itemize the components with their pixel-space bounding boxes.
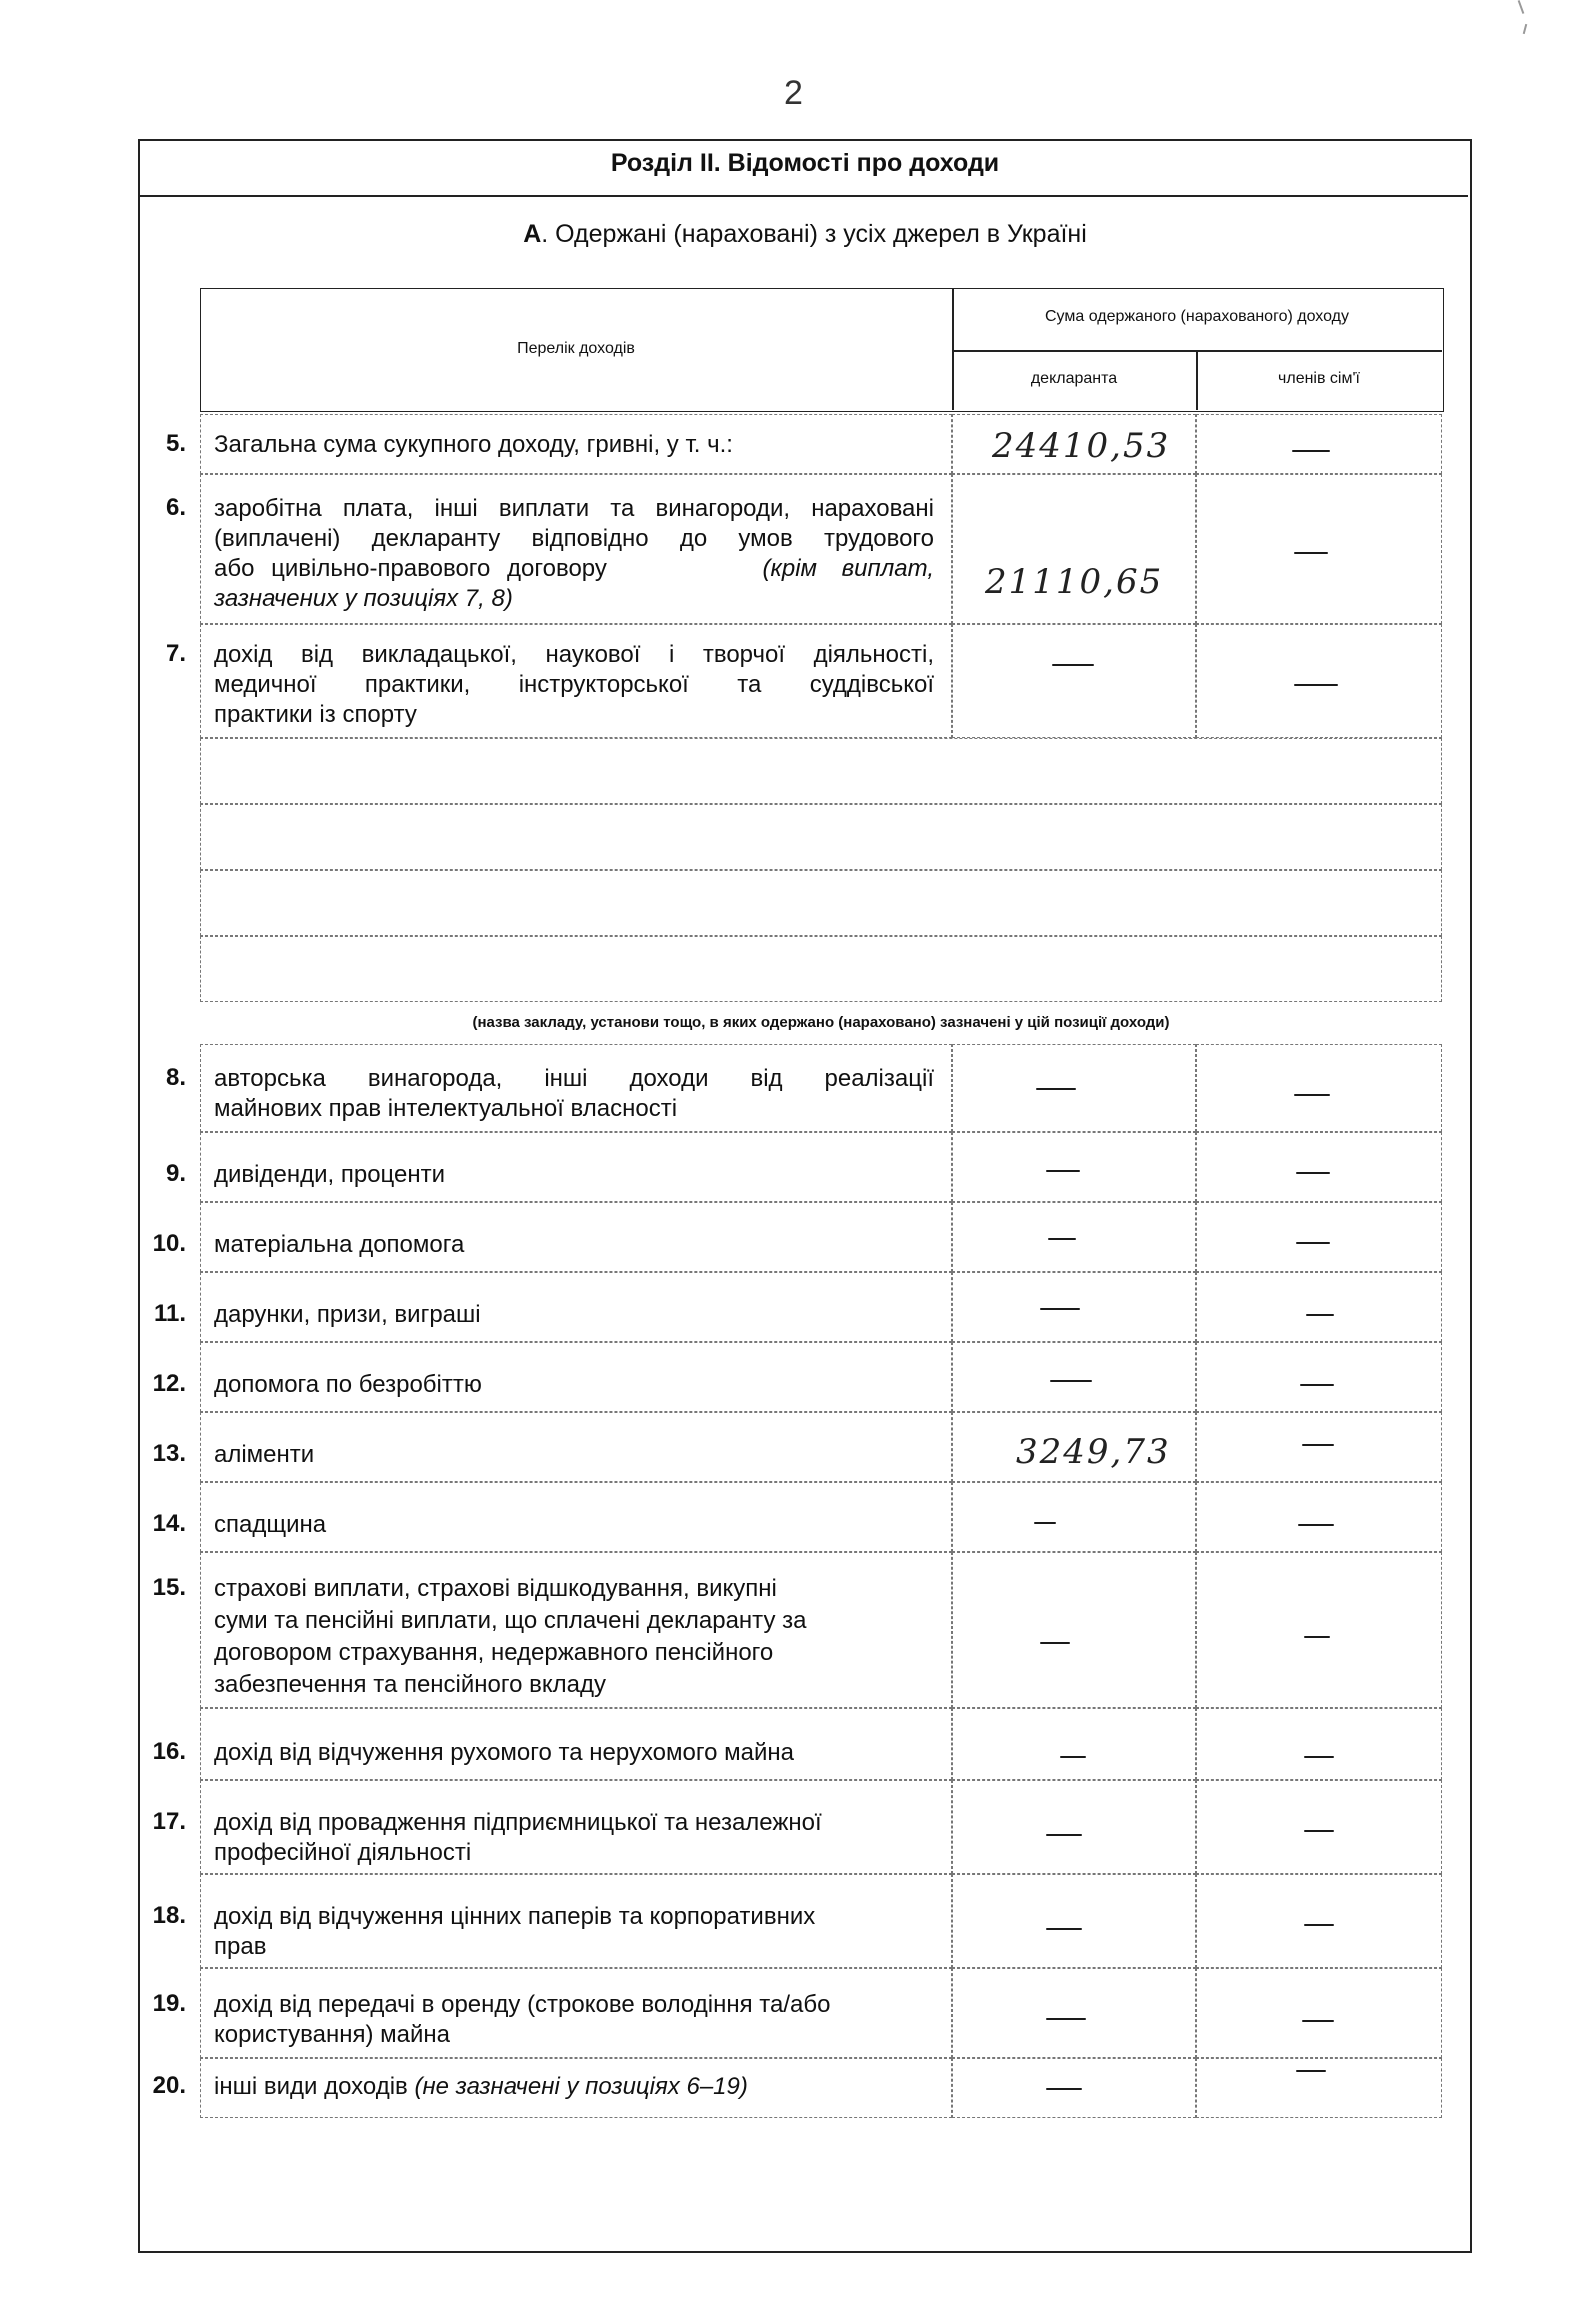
row-8-family-cell xyxy=(1196,1044,1442,1132)
row-16-family-dash xyxy=(1304,1756,1334,1758)
row-10-declarant-dash xyxy=(1048,1238,1076,1240)
row-10-family-cell xyxy=(1196,1202,1442,1272)
row-10-text: матеріальна допомога xyxy=(214,1231,465,1258)
row-10-declarant-cell xyxy=(952,1202,1196,1272)
row-6-line: (виплачені) декларанту відповідно до умов трудового xyxy=(214,525,934,552)
row-9-text: дивіденди, проценти xyxy=(214,1161,446,1188)
row-5-declarant-value: 24410,53 xyxy=(992,426,1171,466)
row-14-family-dash xyxy=(1298,1524,1334,1526)
row-17-declarant-dash xyxy=(1046,1834,1082,1836)
row-18-family-dash xyxy=(1304,1924,1334,1926)
row-19-line: дохід від передачі в оренду (строкове володіння та/або xyxy=(214,1991,831,2018)
row-6-line: зазначених у позиціях 7, 8) xyxy=(214,585,513,612)
row-8-declarant-dash xyxy=(1036,1088,1076,1090)
row-7-declarant-cell xyxy=(952,624,1196,738)
row-14-family-cell xyxy=(1196,1482,1442,1552)
row-13-declarant-value: 3249,73 xyxy=(1016,1432,1171,1472)
row-11-family-cell xyxy=(1196,1272,1442,1342)
row-13-family-cell xyxy=(1196,1412,1442,1482)
row-9-family-dash xyxy=(1296,1172,1330,1174)
row-6-declarant-value: 21110,65 xyxy=(985,562,1164,602)
row-6-line: заробітна плата, інші виплати та винагороди, нараховані xyxy=(214,495,934,522)
row-19-line: користування) майна xyxy=(214,2021,450,2048)
row-18-line: дохід від відчуження цінних паперів та корпоративних xyxy=(214,1903,816,1930)
row-number: 7. xyxy=(165,640,186,667)
institution-name-line[interactable] xyxy=(200,738,1442,804)
row-7-line: медичної практики, інструкторської та суддівської xyxy=(214,671,934,698)
row-20-text-italic: (не зазначені у позиціях 6–19) xyxy=(414,2073,748,2100)
scan-mark xyxy=(1518,0,1525,14)
row-12-declarant-cell xyxy=(952,1342,1196,1412)
row-15-line: забезпечення та пенсійного вкладу xyxy=(214,1671,607,1698)
row-8-line: авторська винагорода, інші доходи від реалізації xyxy=(214,1065,934,1092)
row-12-family-dash xyxy=(1300,1384,1334,1386)
row-15-declarant-cell xyxy=(952,1552,1196,1708)
row-7-family-dash xyxy=(1294,684,1338,686)
row-17-line: дохід від провадження підприємницької та незалежної xyxy=(214,1809,822,1836)
row-7-line: дохід від викладацької, наукової і творчої діяльності, xyxy=(214,641,934,668)
row-15-line: суми та пенсійні виплати, що сплачені декларанту за xyxy=(214,1607,807,1634)
row-15-line: страхові виплати, страхові відшкодування, викупні xyxy=(214,1575,777,1602)
income-sum-header: Сума одержаного (нарахованого) доходу xyxy=(1044,308,1349,325)
subsection-text: . Одержані (нараховані) з усіх джерел в Україні xyxy=(541,220,1087,248)
row-number: 6. xyxy=(165,494,186,521)
row-number: 13. xyxy=(152,1440,186,1467)
row-11-declarant-dash xyxy=(1040,1308,1080,1310)
income-list-header: Перелік доходів xyxy=(517,340,635,357)
row-15-family-cell xyxy=(1196,1552,1442,1708)
row-7-declarant-dash xyxy=(1052,664,1094,666)
row-5-family-dash xyxy=(1292,450,1330,452)
row-11-declarant-cell xyxy=(952,1272,1196,1342)
row-7-family-cell xyxy=(1196,624,1442,738)
page-number: 2 xyxy=(784,74,803,112)
row-5-text: Загальна сума сукупного доходу, гривні, у т. ч.: xyxy=(214,431,733,458)
row-number: 17. xyxy=(152,1808,186,1835)
institution-name-line[interactable] xyxy=(200,870,1442,936)
row-17-declarant-cell xyxy=(952,1780,1196,1874)
row-6-line xyxy=(214,554,934,584)
row-number: 8. xyxy=(165,1064,186,1091)
row-15-declarant-dash xyxy=(1040,1642,1070,1644)
row-10-family-dash xyxy=(1296,1242,1330,1244)
row-6-family-cell xyxy=(1196,474,1442,624)
row-17-family-dash xyxy=(1304,1830,1334,1832)
row-16-declarant-cell xyxy=(952,1708,1196,1780)
family-header: членів сім'ї xyxy=(1278,370,1360,387)
row-18-line: прав xyxy=(214,1933,267,1960)
row-19-declarant-cell xyxy=(952,1968,1196,2058)
row-number: 19. xyxy=(152,1990,186,2017)
row-9-declarant-cell xyxy=(952,1132,1196,1202)
row-14-text: спадщина xyxy=(214,1511,327,1538)
row-12-text: допомога по безробіттю xyxy=(214,1371,482,1398)
row-9-family-cell xyxy=(1196,1132,1442,1202)
row-number: 15. xyxy=(152,1574,186,1601)
row-12-declarant-dash xyxy=(1050,1380,1092,1382)
section-title: Розділ ІІ. Відомості про доходи xyxy=(610,149,1000,177)
row-number: 20. xyxy=(152,2072,186,2099)
row-17-family-cell xyxy=(1196,1780,1442,1874)
row-20-text xyxy=(214,2072,748,2102)
row-16-family-cell xyxy=(1196,1708,1442,1780)
row-8-line: майнових прав інтелектуальної власності xyxy=(214,1095,678,1122)
row-19-family-dash xyxy=(1302,2020,1334,2022)
institution-note: (назва закладу, установи тощо, в яких одержано (нараховано) зазначені у цій позиції доходи) xyxy=(472,1014,1170,1031)
row-number: 9. xyxy=(165,1160,186,1187)
row-20-declarant-dash xyxy=(1046,2088,1082,2090)
institution-name-line[interactable] xyxy=(200,936,1442,1002)
row-16-text: дохід від відчуження рухомого та нерухомого майна xyxy=(214,1739,794,1766)
scan-mark xyxy=(1523,24,1528,34)
subsection-title xyxy=(138,220,1472,249)
subsection-letter: А xyxy=(523,220,542,248)
row-19-family-cell xyxy=(1196,1968,1442,2058)
institution-name-line[interactable] xyxy=(200,804,1442,870)
row-5-family-cell xyxy=(1196,414,1442,474)
header-divider-vertical xyxy=(952,288,954,410)
row-number: 18. xyxy=(152,1902,186,1929)
row-number: 16. xyxy=(152,1738,186,1765)
row-13-text: аліменти xyxy=(214,1441,315,1468)
row-12-family-cell xyxy=(1196,1342,1442,1412)
row-6-family-dash xyxy=(1294,552,1328,554)
declarant-header: декларанта xyxy=(1030,370,1118,387)
row-14-declarant-cell xyxy=(952,1482,1196,1552)
row-7-line: практики із спорту xyxy=(214,701,417,728)
row-17-line: професійної діяльності xyxy=(214,1839,472,1866)
row-20-text-main: інші види доходів xyxy=(214,2073,408,2100)
row-19-declarant-dash xyxy=(1046,2018,1086,2020)
row-6-line-italic: (крім виплат, xyxy=(762,555,934,582)
row-15-line: договором страхування, недержавного пенсійного xyxy=(214,1639,774,1666)
row-18-family-cell xyxy=(1196,1874,1442,1968)
row-18-declarant-dash xyxy=(1046,1928,1082,1930)
row-16-declarant-dash xyxy=(1060,1756,1086,1758)
row-20-family-dash xyxy=(1296,2070,1326,2072)
row-number: 11. xyxy=(153,1300,186,1327)
row-11-family-dash xyxy=(1306,1314,1334,1316)
row-20-family-cell xyxy=(1196,2058,1442,2118)
row-11-text: дарунки, призи, виграші xyxy=(214,1301,481,1328)
row-number: 14. xyxy=(152,1510,186,1537)
row-9-declarant-dash xyxy=(1046,1170,1080,1172)
row-14-declarant-dash xyxy=(1034,1522,1056,1524)
row-number: 5. xyxy=(165,430,186,457)
row-number: 10. xyxy=(152,1230,186,1257)
row-15-family-dash xyxy=(1304,1636,1330,1638)
row-number: 12. xyxy=(152,1370,186,1397)
row-18-declarant-cell xyxy=(952,1874,1196,1968)
row-8-family-dash xyxy=(1294,1094,1330,1096)
row-6-line-part: або цивільно-правового договору xyxy=(214,555,607,582)
row-13-family-dash xyxy=(1302,1444,1334,1446)
